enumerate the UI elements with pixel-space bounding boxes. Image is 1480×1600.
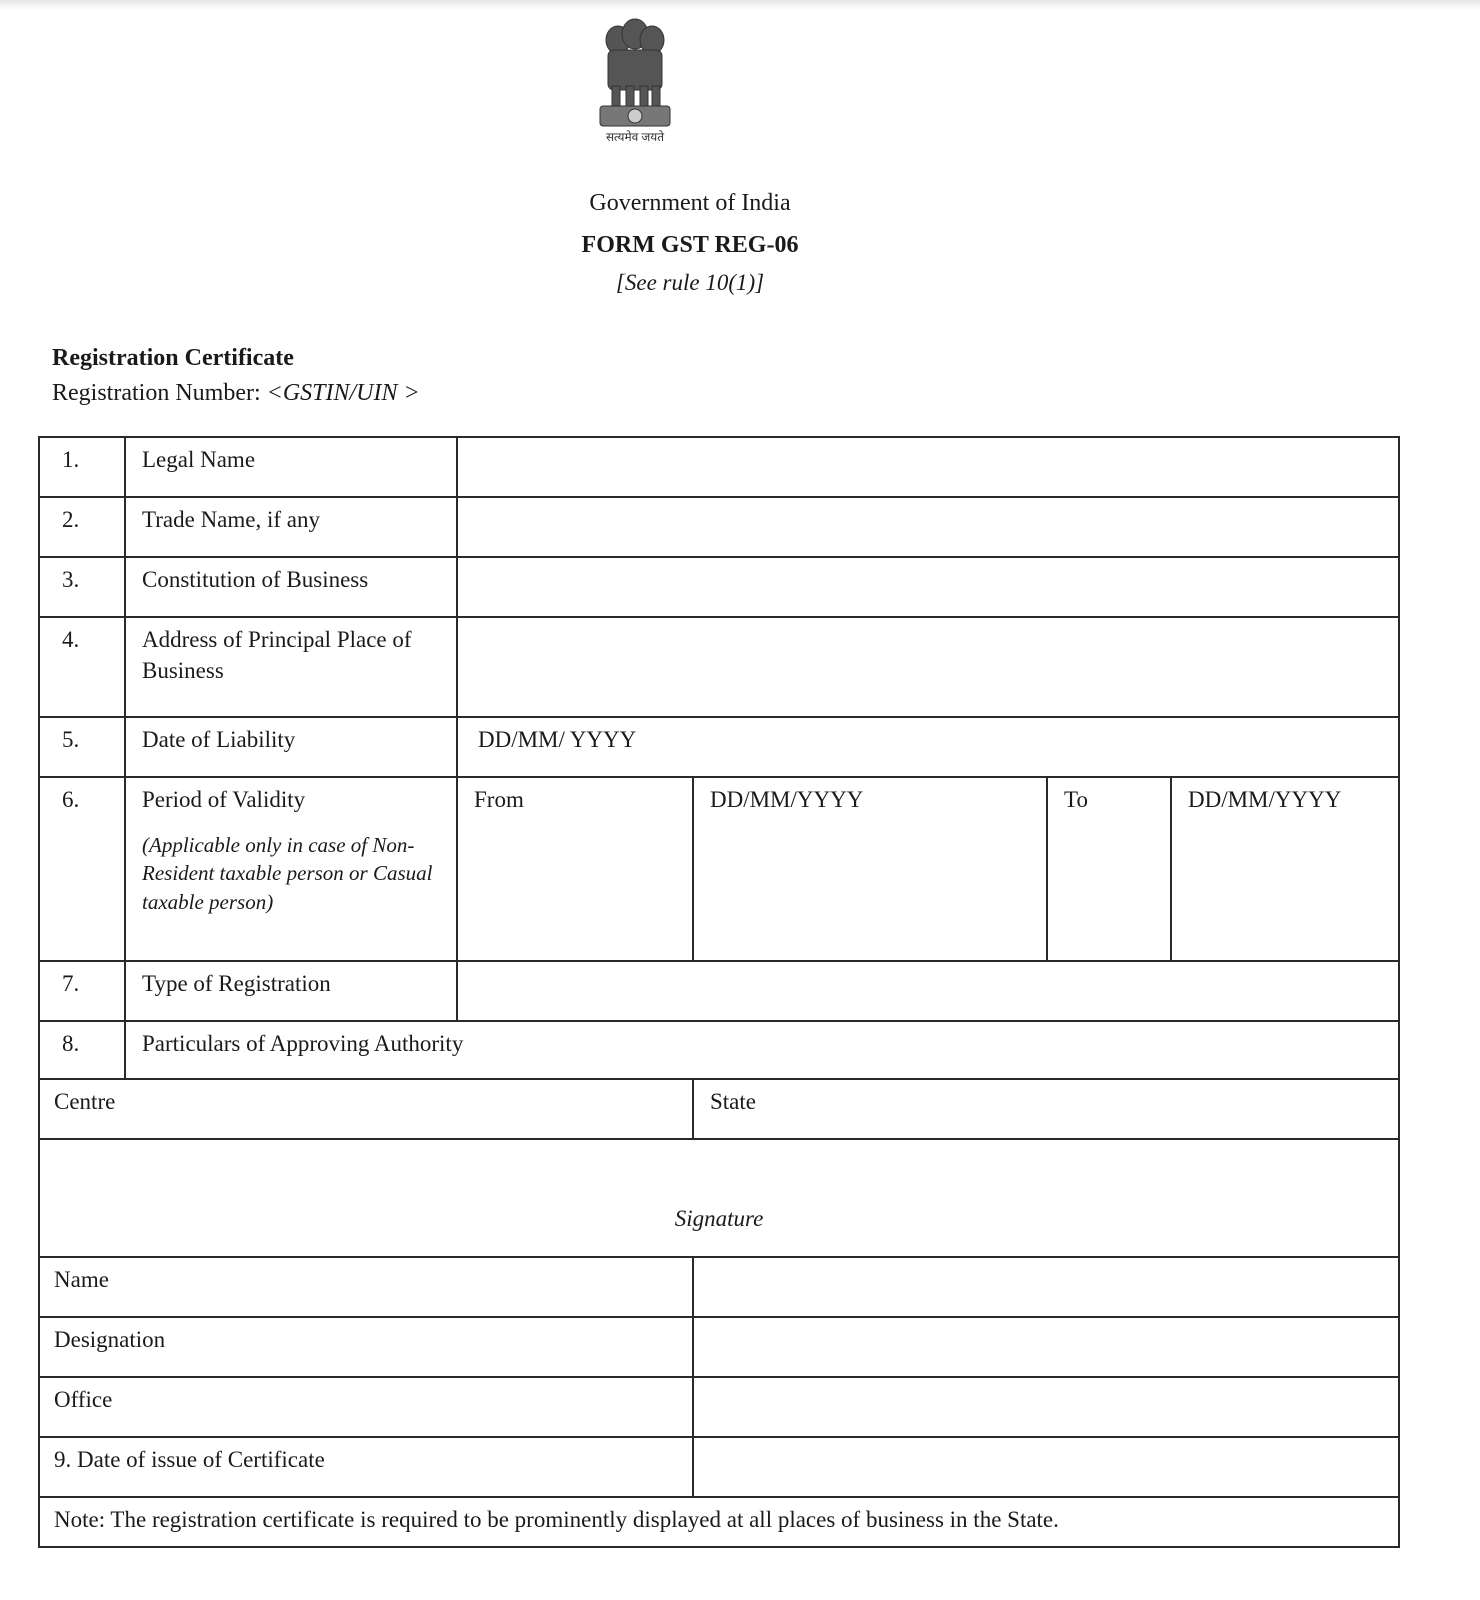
row-label-date-of-liability: Date of Liability xyxy=(125,717,457,777)
constitution-value xyxy=(457,557,1399,617)
designation-value xyxy=(693,1317,1399,1377)
from-date-value: DD/MM/YYYY xyxy=(693,777,1047,961)
display-note: Note: The registration certificate is required to be prominently displayed at all places of business in the State. xyxy=(39,1497,1399,1547)
registration-number xyxy=(52,380,420,407)
table-row xyxy=(39,1079,1399,1139)
type-of-registration-value xyxy=(457,961,1399,1021)
trade-name-value xyxy=(457,497,1399,557)
state-label: State xyxy=(693,1079,1399,1139)
designation-label: Designation xyxy=(39,1317,693,1377)
row-label-legal-name: Legal Name xyxy=(125,437,457,497)
table-row xyxy=(39,557,1399,617)
table-row xyxy=(39,1139,1399,1257)
name-value xyxy=(693,1257,1399,1317)
registration-label: Registration Number: xyxy=(52,380,261,406)
registration-value: <GSTIN/UIN > xyxy=(266,380,420,406)
name-label: Name xyxy=(39,1257,693,1317)
office-label: Office xyxy=(39,1377,693,1437)
rule-reference: [See rule 10(1)] xyxy=(615,270,765,295)
emblem-caption: सत्यमेव जयते xyxy=(605,130,665,144)
row-number: 3. xyxy=(39,557,125,617)
from-label: From xyxy=(457,777,693,961)
date-of-liability-value: DD/MM/ YYYY xyxy=(457,717,1399,777)
row-label-period-of-validity xyxy=(125,777,457,961)
table-row xyxy=(39,1021,1399,1079)
to-label: To xyxy=(1047,777,1171,961)
table-row xyxy=(39,1317,1399,1377)
table-row xyxy=(39,1257,1399,1317)
table-row xyxy=(39,497,1399,557)
table-row xyxy=(39,617,1399,717)
date-of-issue-label: 9. Date of issue of Certificate xyxy=(39,1437,693,1497)
table-row xyxy=(39,437,1399,497)
centre-label: Centre xyxy=(39,1079,693,1139)
period-of-validity-label: Period of Validity xyxy=(142,787,306,812)
table-row xyxy=(39,961,1399,1021)
to-date-value: DD/MM/YYYY xyxy=(1171,777,1399,961)
top-bar xyxy=(0,0,1480,10)
row-number: 6. xyxy=(39,777,125,961)
table-row xyxy=(39,777,1399,961)
table-row xyxy=(39,1377,1399,1437)
table-row xyxy=(39,717,1399,777)
row-label-type-of-registration: Type of Registration xyxy=(125,961,457,1021)
row-number: 4. xyxy=(39,617,125,717)
row-number: 8. xyxy=(39,1021,125,1079)
legal-name-value xyxy=(457,437,1399,497)
row-label-approving-authority: Particulars of Approving Authority xyxy=(125,1021,1399,1079)
signature-label: Signature xyxy=(39,1139,1399,1257)
period-of-validity-note: (Applicable only in case of Non-Resident taxable person or Casual taxable person) xyxy=(142,833,433,914)
address-value xyxy=(457,617,1399,717)
row-label-constitution: Constitution of Business xyxy=(125,557,457,617)
government-heading: Government of India xyxy=(589,190,791,216)
office-value xyxy=(693,1377,1399,1437)
registration-form-table xyxy=(38,436,1400,1548)
certificate-title: Registration Certificate xyxy=(52,345,294,371)
row-label-trade-name: Trade Name, if any xyxy=(125,497,457,557)
row-label-address: Address of Principal Place of Business xyxy=(125,617,457,717)
form-title: FORM GST REG-06 xyxy=(581,232,799,258)
table-row xyxy=(39,1437,1399,1497)
row-number: 2. xyxy=(39,497,125,557)
date-of-issue-value xyxy=(693,1437,1399,1497)
row-number: 5. xyxy=(39,717,125,777)
row-number: 1. xyxy=(39,437,125,497)
row-number: 7. xyxy=(39,961,125,1021)
table-row xyxy=(39,1497,1399,1547)
